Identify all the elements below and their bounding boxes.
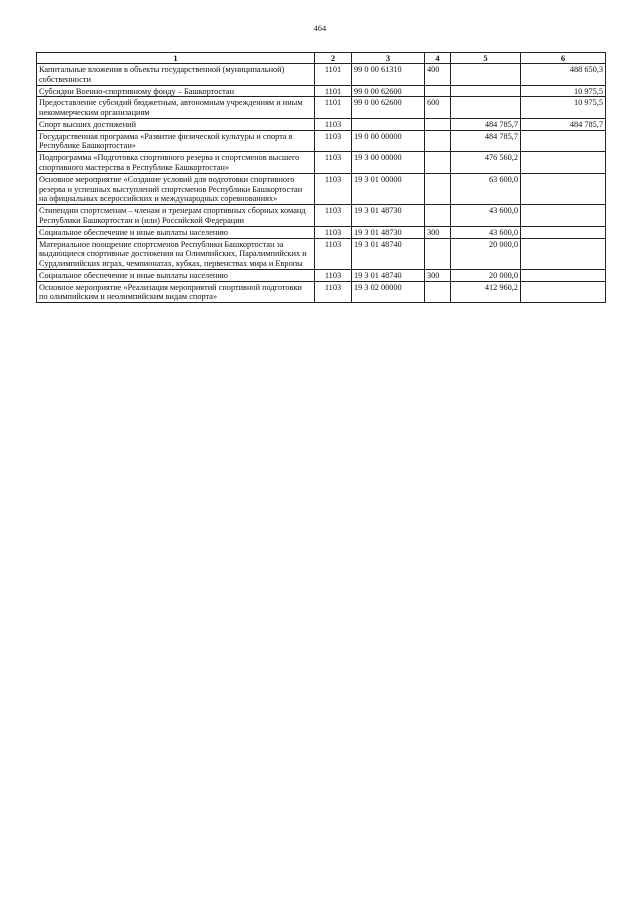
- table-row: [37, 97, 606, 119]
- target-article-code: 19 3 01 48730: [352, 205, 425, 227]
- section-code: 1103: [315, 118, 352, 130]
- amount-col-6: [521, 173, 606, 204]
- header-col-5: 5: [451, 53, 521, 64]
- table-row: [37, 269, 606, 281]
- section-code: 1103: [315, 226, 352, 238]
- amount-col-5: 412 960,2: [451, 281, 521, 303]
- amount-col-5: 476 560,2: [451, 152, 521, 174]
- amount-col-5: [451, 97, 521, 119]
- target-article-code: 19 3 01 48730: [352, 226, 425, 238]
- section-code: 1103: [315, 269, 352, 281]
- table-row: [37, 152, 606, 174]
- amount-col-5: 63 600,0: [451, 173, 521, 204]
- expense-type-code: [425, 238, 451, 269]
- header-col-1: 1: [37, 53, 315, 64]
- section-code: 1101: [315, 85, 352, 97]
- table-row: [37, 85, 606, 97]
- target-article-code: 19 3 00 00000: [352, 152, 425, 174]
- table-body: [37, 64, 606, 303]
- header-col-2: 2: [315, 53, 352, 64]
- table-row: [37, 238, 606, 269]
- table-header: [37, 53, 606, 64]
- target-article-code: 19 3 02 00000: [352, 281, 425, 303]
- section-code: 1103: [315, 173, 352, 204]
- header-col-3: 3: [352, 53, 425, 64]
- target-article-code: 19 3 01 48740: [352, 238, 425, 269]
- table-row: [37, 130, 606, 152]
- expense-type-code: [425, 118, 451, 130]
- section-code: 1101: [315, 97, 352, 119]
- table-row: [37, 64, 606, 86]
- target-article-code: [352, 118, 425, 130]
- expense-type-code: 300: [425, 269, 451, 281]
- expense-type-code: 300: [425, 226, 451, 238]
- amount-col-6: 10 975,5: [521, 97, 606, 119]
- target-article-code: 19 3 01 00000: [352, 173, 425, 204]
- amount-col-5: 43 600,0: [451, 205, 521, 227]
- table-row: [37, 205, 606, 227]
- expense-type-code: [425, 281, 451, 303]
- target-article-code: 19 0 00 00000: [352, 130, 425, 152]
- header-row: [37, 53, 606, 64]
- target-article-code: 99 0 00 62600: [352, 85, 425, 97]
- expense-type-code: 400: [425, 64, 451, 86]
- header-col-4: 4: [425, 53, 451, 64]
- item-name: Субсидии Военно-спортивному фонду – Башкортостан: [37, 85, 315, 97]
- amount-col-5: 20 000,0: [451, 269, 521, 281]
- item-name: Капитальные вложения в объекты государственной (муниципальной) собственности: [37, 64, 315, 86]
- amount-col-5: 484 785,7: [451, 118, 521, 130]
- item-name: Основное мероприятие «Создание условий для подготовки спортивного резерва и успешных выступлений спортсменов Республики Башкортостан на официальных всероссийских и международных соревнованиях»: [37, 173, 315, 204]
- section-code: 1103: [315, 205, 352, 227]
- header-col-6: 6: [521, 53, 606, 64]
- amount-col-6: [521, 130, 606, 152]
- table-row: [37, 173, 606, 204]
- item-name: Государственная программа «Развитие физической культуры и спорта в Республике Башкортостан»: [37, 130, 315, 152]
- amount-col-6: [521, 238, 606, 269]
- section-code: 1103: [315, 152, 352, 174]
- amount-col-5: 43 600,0: [451, 226, 521, 238]
- amount-col-6: [521, 226, 606, 238]
- amount-col-6: [521, 269, 606, 281]
- item-name: Материальное поощрение спортсменов Республики Башкортостан за выдающиеся спортивные достижения на Олимпийских, Паралимпийских и Сурдлимпийских играх, чемпионатах, кубках, первенствах мира и Европы: [37, 238, 315, 269]
- target-article-code: 99 0 00 61310: [352, 64, 425, 86]
- item-name: Спорт высших достижений: [37, 118, 315, 130]
- amount-col-6: [521, 152, 606, 174]
- amount-col-5: [451, 64, 521, 86]
- expense-type-code: [425, 173, 451, 204]
- section-code: 1103: [315, 281, 352, 303]
- section-code: 1103: [315, 238, 352, 269]
- item-name: Стипендии спортсменам – членам и тренерам спортивных сборных команд Республики Башкортостан и (или) Российской Федерации: [37, 205, 315, 227]
- item-name: Основное мероприятие «Реализация мероприятий спортивной подготовки по олимпийским и неолимпийским видам спорта»: [37, 281, 315, 303]
- expense-type-code: [425, 130, 451, 152]
- section-code: 1101: [315, 64, 352, 86]
- expense-type-code: 600: [425, 97, 451, 119]
- item-name: Подпрограмма «Подготовка спортивного резерва и спортсменов высшего спортивного мастерства в Республике Башкортостан»: [37, 152, 315, 174]
- table-row: [37, 226, 606, 238]
- item-name: Социальное обеспечение и иные выплаты населению: [37, 226, 315, 238]
- amount-col-5: [451, 85, 521, 97]
- item-name: Социальное обеспечение и иные выплаты населению: [37, 269, 315, 281]
- amount-col-5: 20 000,0: [451, 238, 521, 269]
- table-row: [37, 281, 606, 303]
- budget-table: [36, 52, 606, 303]
- target-article-code: 99 0 00 62600: [352, 97, 425, 119]
- amount-col-6: [521, 205, 606, 227]
- amount-col-6: 484 785,7: [521, 118, 606, 130]
- item-name: Предоставление субсидий бюджетным, автономным учреждениям и иным некоммерческим организациям: [37, 97, 315, 119]
- page-number: 464: [313, 24, 327, 33]
- target-article-code: 19 3 01 48740: [352, 269, 425, 281]
- section-code: 1103: [315, 130, 352, 152]
- amount-col-6: 488 650,3: [521, 64, 606, 86]
- table-row: [37, 118, 606, 130]
- amount-col-5: 484 785,7: [451, 130, 521, 152]
- amount-col-6: 10 975,5: [521, 85, 606, 97]
- amount-col-6: [521, 281, 606, 303]
- expense-type-code: [425, 152, 451, 174]
- expense-type-code: [425, 85, 451, 97]
- expense-type-code: [425, 205, 451, 227]
